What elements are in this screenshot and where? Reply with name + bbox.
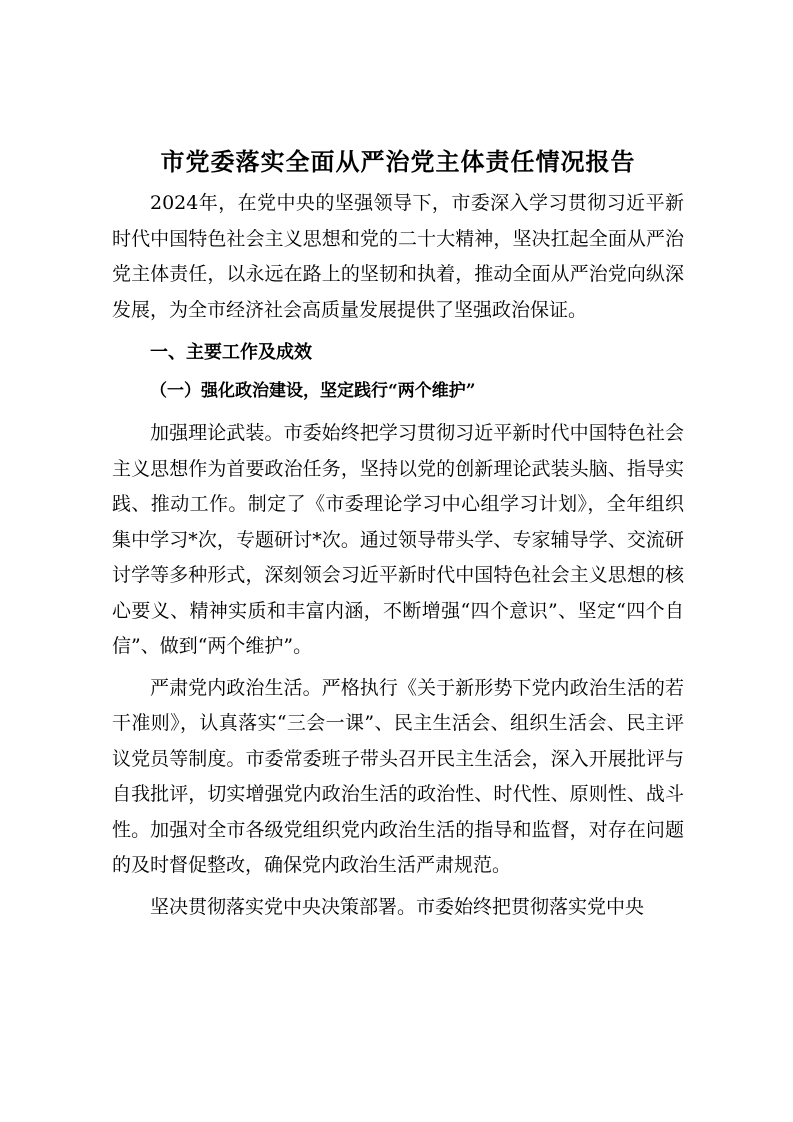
intro-paragraph: 2024年，在党中央的坚强领导下，市委深入学习贯彻习近平新时代中国特色社会主义思想和党的二十大精神，坚决扛起全面从严治党主体责任，以永远在路上的坚韧和执着，推动全面从严治党向纵深发展，为全市经济社会高质量发展提供了坚强政治保证。 (112, 192, 684, 321)
body-paragraph-decisions: 坚决贯彻落实党中央决策部署。市委始终把贯彻落实党中央 (150, 895, 645, 918)
document-page (112, 138, 684, 925)
body-paragraph-political-life: 严肃党内政治生活。严格执行《关于新形势下党内政治生活的若干准则》，认真落实“三会一课”、民主生活会、组织生活会、民主评议党员等制度。市委常委班子带头召开民主生活会，深入开展批评与自我批评，切实增强党内政治生活的政治性、时代性、原则性、战斗性。加强对全市各级党组织党内政治生活的指导和监督，对存在问题的及时督促整改，确保党内政治生活严肃规范。 (112, 676, 684, 876)
document-title: 市党委落实全面从严治党主体责任情况报告 (160, 147, 636, 176)
subsection-heading-1: （一）强化政治建设，坚定践行“两个维护” (150, 381, 476, 401)
body-paragraph-theory: 加强理论武装。市委始终把学习贯彻习近平新时代中国特色社会主义思想作为首要政治任务，坚持以党的创新理论武装头脑、指导实践、推动工作。制定了《市委理论学习中心组学习计划》，全年组织集中学习*次，专题研讨*次。通过领导带头学、专家辅导学、交流研讨学等多种形式，深刻领会习近平新时代中国特色社会主义思想的核心要义、精神实质和丰富内涵，不断增强“四个意识”、坚定“四个自信”、做到“两个维护”。 (112, 422, 684, 657)
section-heading-1: 一、主要工作及成效 (150, 342, 312, 363)
